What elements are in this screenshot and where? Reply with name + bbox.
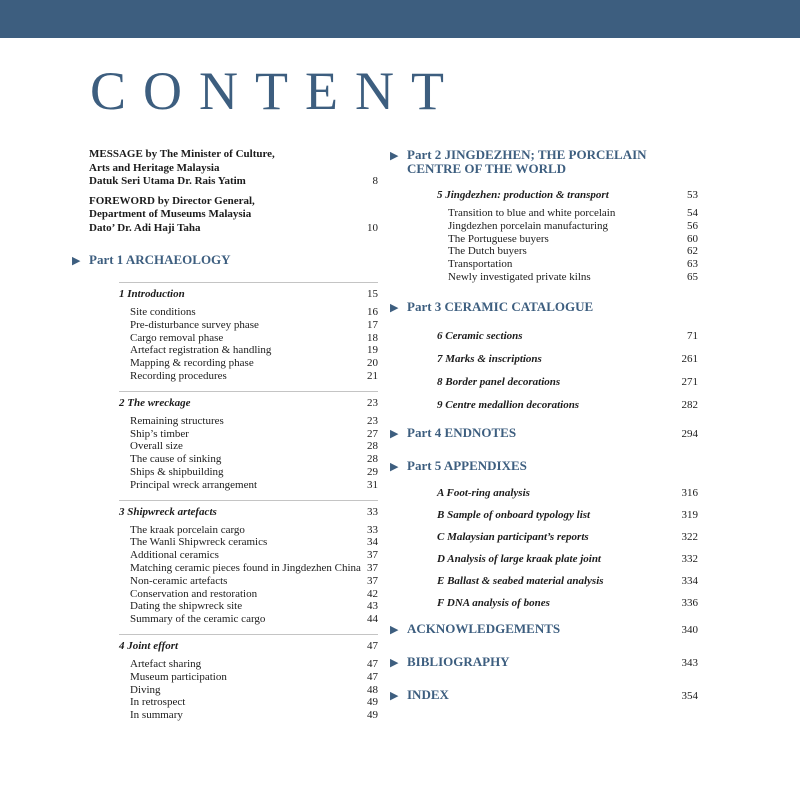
toc-item[interactable] (130, 332, 378, 345)
page-number: 15 (367, 288, 378, 300)
page-number: 340 (681, 623, 698, 636)
catalogue-sections (390, 329, 698, 412)
triangle-right-icon: ▶ (390, 427, 399, 440)
appendix-e-entry[interactable] (437, 574, 698, 588)
item-label: Summary of the ceramic cargo (130, 613, 266, 626)
toc-item[interactable] (130, 671, 378, 684)
chapter-7-entry[interactable] (437, 352, 698, 366)
item-label: Museum participation (130, 670, 227, 683)
item-label: Jingdezhen porcelain manufacturing (448, 219, 609, 232)
page-number: 62 (687, 245, 698, 258)
triangle-right-icon: ▶ (72, 255, 81, 267)
item-label: Mapping & recording phase (130, 357, 254, 370)
triangle-right-icon: ▶ (390, 623, 399, 636)
toc-item[interactable] (130, 562, 378, 575)
page-number: 48 (367, 683, 378, 696)
appendix-list (390, 486, 698, 610)
triangle-right-icon: ▶ (390, 150, 399, 162)
item-label: Ship’s timber (130, 427, 189, 440)
toc-item[interactable] (130, 466, 378, 479)
toc-item[interactable] (130, 536, 378, 549)
triangle-right-icon: ▶ (390, 460, 399, 473)
item-label: Transportation (448, 258, 513, 271)
item-label: Artefact registration & handling (130, 344, 272, 357)
toc-item[interactable] (130, 658, 378, 671)
item-label: Artefact sharing (130, 657, 202, 670)
section-title: ACKNOWLEDGEMENTS (407, 620, 561, 636)
item-label: Overall size (130, 440, 183, 453)
chapter-9-entry[interactable] (437, 398, 698, 412)
page-number: 29 (367, 465, 378, 478)
appendix-f-entry[interactable] (437, 596, 698, 610)
page-number: 71 (687, 329, 698, 342)
chapter-title: 5 Jingdezhen: production & transport (437, 189, 609, 201)
page-number: 282 (681, 398, 698, 411)
chapter-title: 6 Ceramic sections (437, 329, 523, 342)
toc-item[interactable] (130, 428, 378, 441)
page-number: 19 (367, 344, 378, 357)
page-number: 23 (367, 396, 378, 409)
item-label: Newly investigated private kilns (448, 270, 591, 283)
part-title: Part 2 JINGDEZHEN; THE PORCELAIN CENTRE OF THE WORLD (407, 147, 647, 176)
item-label: The Dutch buyers (448, 245, 527, 258)
chapter-4-entry[interactable] (119, 634, 378, 653)
part-3-heading[interactable] (390, 300, 698, 315)
page-number: 49 (367, 696, 378, 709)
item-label: In summary (130, 709, 183, 722)
toc-item[interactable] (130, 306, 378, 319)
page-number: 44 (367, 613, 378, 626)
page-number: 49 (367, 709, 378, 722)
section-title: INDEX (407, 686, 449, 702)
toc-item[interactable] (130, 319, 378, 332)
page-number: 322 (681, 530, 698, 543)
page-number: 33 (367, 523, 378, 536)
page-number: 294 (681, 427, 698, 440)
page-title: CONTENT (90, 61, 461, 121)
message-line: Arts and Heritage Malaysia (89, 161, 220, 174)
chapter-5-entry[interactable] (437, 188, 698, 202)
triangle-right-icon: ▶ (390, 301, 399, 314)
toc-item[interactable] (130, 357, 378, 370)
chapter-title: 2 The wreckage (119, 396, 191, 409)
chapter-title: 4 Joint effort (119, 639, 179, 652)
page-number: 56 (687, 219, 698, 232)
item-label: Diving (130, 683, 161, 696)
toc-item[interactable] (448, 245, 698, 258)
page-number: 42 (367, 587, 378, 600)
part-4-heading[interactable] (390, 426, 698, 441)
page-number: 37 (367, 549, 378, 562)
page-number: 261 (681, 352, 698, 365)
top-banner (0, 0, 800, 38)
chapter-8-entry[interactable] (437, 375, 698, 389)
item-label: Non-ceramic artefacts (130, 574, 228, 587)
chapter-title: 9 Centre medallion decorations (437, 398, 580, 411)
chapter-5-items (390, 207, 698, 284)
appendix-title: C Malaysian participant’s reports (437, 530, 589, 543)
toc-item[interactable] (130, 524, 378, 537)
appendix-title: D Analysis of large kraak plate joint (437, 552, 601, 565)
toc-item[interactable] (130, 600, 378, 613)
appendix-b-entry[interactable] (437, 508, 698, 522)
item-label: The cause of sinking (130, 453, 222, 466)
section-title: BIBLIOGRAPHY (407, 653, 510, 669)
toc-item[interactable] (448, 271, 698, 284)
toc-item[interactable] (130, 588, 378, 601)
page-number: 10 (367, 221, 378, 234)
page-number: 47 (367, 670, 378, 683)
chapter-3-entry[interactable] (119, 500, 378, 519)
index-heading[interactable] (390, 688, 698, 703)
page-number: 47 (367, 639, 378, 652)
foreword-line: Dato’ Dr. Adi Haji Taha (89, 221, 201, 234)
part-title: Part 5 APPENDIXES (407, 457, 527, 473)
item-label: The Wanli Shipwreck ceramics (130, 536, 268, 549)
page-number: 34 (367, 536, 378, 549)
item-label: Pre-disturbance survey phase (130, 318, 259, 331)
toc-item[interactable] (448, 220, 698, 233)
appendix-title: E Ballast & seabed material analysis (437, 574, 604, 587)
item-label: Cargo removal phase (130, 331, 224, 344)
page-number: 60 (687, 232, 698, 245)
message-line: MESSAGE by The Minister of Culture, (89, 148, 275, 160)
item-label: Ships & shipbuilding (130, 465, 224, 478)
page-number: 343 (681, 656, 698, 669)
page-number: 54 (687, 207, 698, 219)
page-number: 27 (367, 427, 378, 440)
page-number: 33 (367, 505, 378, 518)
page-number: 63 (687, 258, 698, 271)
message-line: Datuk Seri Utama Dr. Rais Yatim (89, 175, 246, 187)
part-title: Part 3 CERAMIC CATALOGUE (407, 298, 594, 314)
toc-item[interactable] (130, 453, 378, 466)
chapter-title: 8 Border panel decorations (437, 375, 561, 388)
appendix-c-entry[interactable] (437, 530, 698, 544)
foreword-entry[interactable] (89, 195, 378, 236)
page-number: 43 (367, 600, 378, 613)
toc-item[interactable] (130, 415, 378, 428)
chapter-title: 3 Shipwreck artefacts (119, 505, 217, 518)
page-number: 8 (372, 175, 378, 187)
triangle-right-icon: ▶ (390, 656, 399, 669)
item-label: Dating the shipwreck site (130, 600, 243, 613)
item-label: Conservation and restoration (130, 587, 258, 600)
toc-item[interactable] (130, 344, 378, 357)
part-1-heading[interactable] (72, 253, 378, 268)
chapter-title: 7 Marks & inscriptions (437, 352, 542, 365)
appendix-title: B Sample of onboard typology list (437, 508, 591, 521)
toc-item[interactable] (130, 684, 378, 697)
page-number: 20 (367, 357, 378, 370)
triangle-right-icon: ▶ (390, 689, 399, 702)
appendix-title: F DNA analysis of bones (437, 596, 550, 609)
page-number: 271 (681, 375, 698, 388)
chapter-2-entry[interactable] (119, 391, 378, 410)
item-label: Recording procedures (130, 369, 227, 382)
chapter-2-items (72, 415, 378, 492)
page-number: 319 (681, 508, 698, 521)
page-number: 334 (681, 574, 698, 587)
part-title: Part 1 ARCHAEOLOGY (89, 252, 231, 267)
page-number: 65 (687, 270, 698, 283)
page-number: 21 (367, 369, 378, 382)
message-entry[interactable] (89, 148, 378, 189)
page-number: 37 (367, 574, 378, 587)
chapter-title: 1 Introduction (119, 288, 185, 300)
page-number: 332 (681, 552, 698, 565)
chapter-1-entry[interactable] (119, 282, 378, 301)
toc-right-column (390, 148, 698, 703)
item-label: The Portuguese buyers (448, 232, 549, 245)
toc-item[interactable] (130, 709, 378, 722)
acknowledgements-heading[interactable] (390, 622, 698, 637)
page-number: 336 (681, 596, 698, 609)
page-number: 53 (687, 189, 698, 201)
page-number: 316 (681, 486, 698, 499)
foreword-line: FOREWORD by Director General, (89, 194, 255, 207)
item-label: Transition to blue and white porcelain (448, 207, 616, 219)
toc-item[interactable] (448, 258, 698, 271)
toc-item[interactable] (130, 696, 378, 709)
page-number: 28 (367, 453, 378, 466)
toc-item[interactable] (130, 440, 378, 453)
appendix-title: A Foot-ring analysis (437, 486, 530, 499)
toc-item[interactable] (130, 370, 378, 383)
item-label: The kraak porcelain cargo (130, 523, 245, 536)
chapter-4-items (72, 658, 378, 722)
page-number: 18 (367, 331, 378, 344)
page-number: 17 (367, 318, 378, 331)
page-number: 354 (681, 689, 698, 702)
toc-item[interactable] (448, 207, 698, 220)
chapter-3-items (72, 524, 378, 626)
page-number: 31 (367, 478, 378, 491)
toc-item[interactable] (130, 549, 378, 562)
page-number: 16 (367, 306, 378, 318)
page-number: 28 (367, 440, 378, 453)
page-number: 23 (367, 414, 378, 427)
chapter-1-items (72, 306, 378, 383)
item-label: Site conditions (130, 306, 196, 318)
toc-item[interactable] (448, 233, 698, 246)
item-label: Remaining structures (130, 414, 224, 427)
item-label: In retrospect (130, 696, 186, 709)
page-number: 47 (367, 657, 378, 670)
toc-item[interactable] (130, 575, 378, 588)
bibliography-heading[interactable] (390, 655, 698, 670)
item-label: Principal wreck arrangement (130, 478, 258, 491)
page-number: 37 (367, 561, 378, 574)
part-title: Part 4 ENDNOTES (407, 424, 517, 440)
item-label: Additional ceramics (130, 549, 219, 562)
toc-item[interactable] (130, 479, 378, 492)
item-label: Matching ceramic pieces found in Jingdezhen China (130, 561, 361, 574)
appendix-d-entry[interactable] (437, 552, 698, 566)
appendix-a-entry[interactable] (437, 486, 698, 500)
toc-left-column (72, 148, 378, 730)
part-5-heading[interactable] (390, 459, 698, 474)
chapter-6-entry[interactable] (437, 329, 698, 343)
toc-item[interactable] (130, 613, 378, 626)
part-2-heading[interactable] (390, 148, 698, 176)
foreword-line: Department of Museums Malaysia (89, 208, 252, 220)
